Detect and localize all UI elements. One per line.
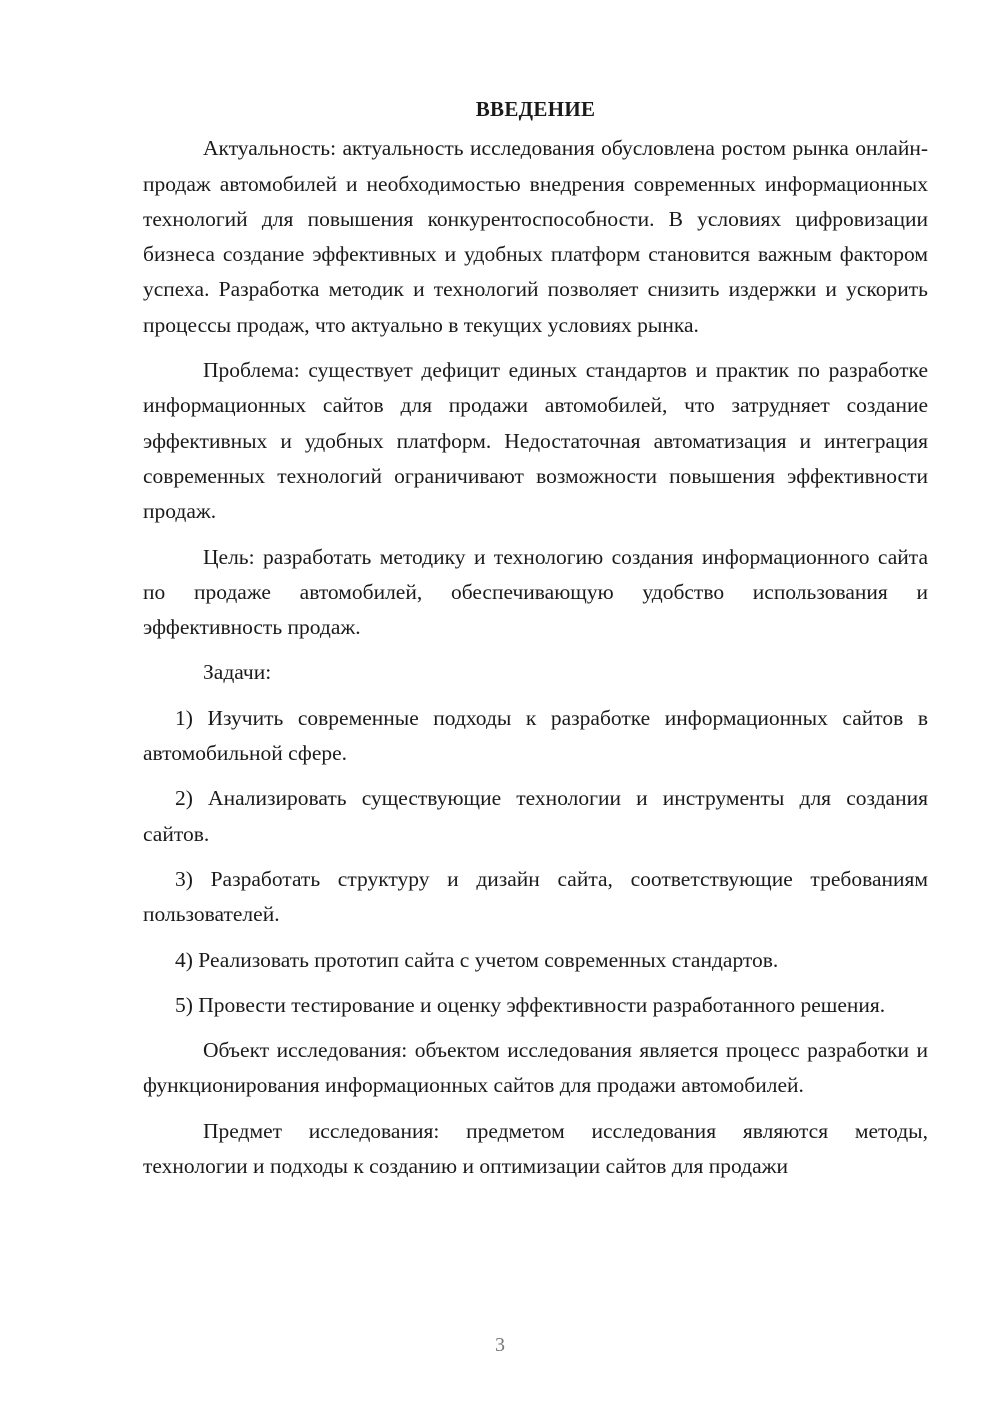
object-paragraph: Объект исследования: объектом исследования является процесс разработки и функционирования информационных сайтов для продажи автомобилей. xyxy=(143,1038,928,1098)
document-page xyxy=(143,92,928,1194)
tasks-label: Задачи: xyxy=(203,660,272,685)
relevance-paragraph: Актуальность: актуальность исследования обусловлена ростом рынка онлайн-продаж автомобилей и необходимостью внедрения современных информационных технологий для повышения конкурентоспособности. В условиях цифровизации бизнеса создание эффективных и удобных платформ становится важным фактором успеха. Разработка методик и технологий позволяет снизить издержки и ускорить процессы продаж, что актуально в текущих условиях рынка. xyxy=(143,136,928,337)
task-item: 1) Изучить современные подходы к разработке информационных сайтов в автомобильной сфере. xyxy=(143,705,928,766)
task-item: 5) Провести тестирование и оценку эффективности разработанного решения. xyxy=(175,992,886,1017)
problem-paragraph: Проблема: существует дефицит единых стандартов и практик по разработке информационных сайтов для продажи автомобилей, что затрудняет создание эффективных и удобных платформ. Недостаточная автоматизация и интеграция современных технологий ограничивают возможности повышения эффективности продаж. xyxy=(143,358,928,524)
task-item: 4) Реализовать прототип сайта с учетом современных стандартов. xyxy=(175,947,779,972)
page-title: ВВЕДЕНИЕ xyxy=(475,97,596,121)
task-item: 2) Анализировать существующие технологии и инструменты для создания сайтов. xyxy=(143,786,928,846)
page-number: 3 xyxy=(495,1334,505,1356)
tasks-list xyxy=(143,701,928,1023)
goal-paragraph: Цель: разработать методику и технологию создания информационного сайта по продаже автомобилей, обеспечивающую удобство использования и эффективность продаж. xyxy=(143,544,928,640)
task-item: 3) Разработать структуру и дизайн сайта, соответствующие требованиям пользователей. xyxy=(143,866,928,927)
subject-paragraph: Предмет исследования: предметом исследования являются методы, технологии и подходы к созданию и оптимизации сайтов для продажи xyxy=(143,1118,928,1179)
